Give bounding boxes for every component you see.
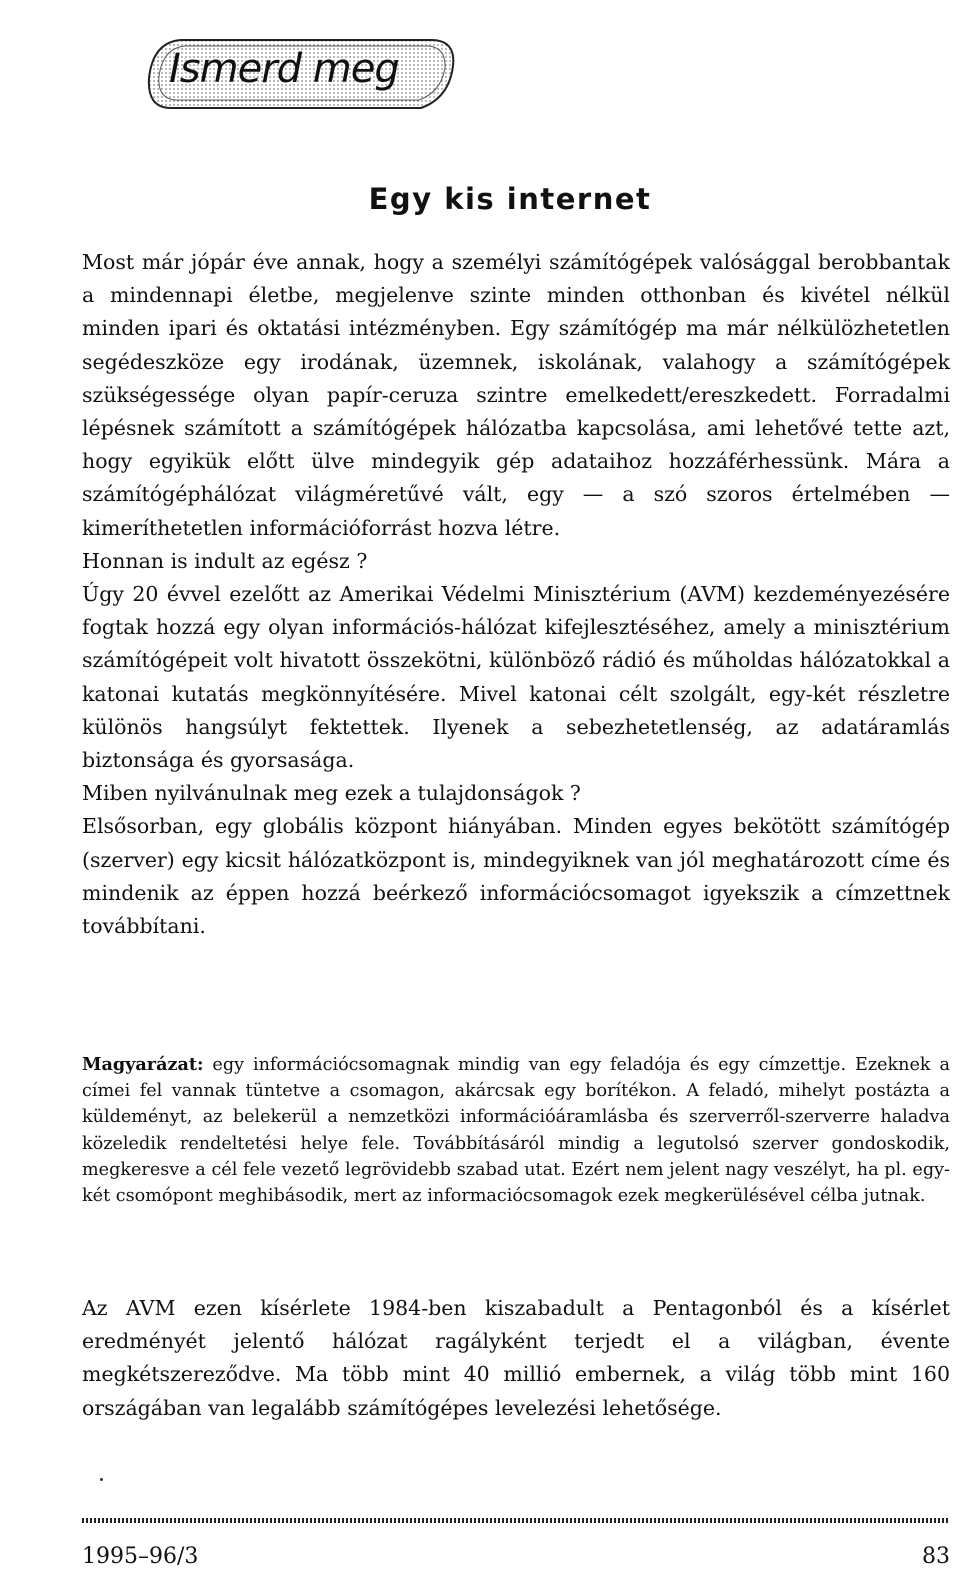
article-title: Egy kis internet	[368, 182, 652, 216]
paragraph: Most már jópár éve annak, hogy a személyi számítógépek valósággal berobbantak a mindennapi életbe, megjelenve szinte minden otthonban és kivétel nélkül minden ipari és oktatási intézményben. Egy számítógép ma már nélkülözhetetlen segédeszköze egy irodának, üzemnek, iskolának, valahogy a számítógépek szükségessége olyan papír-ceruza szintre emelkedett/ereszkedett. Forradalmi lépésnek számított a számítógépek hálózatba kapcsolása, ami lehetővé tette azt, hogy egyikük előtt ülve mindegyik gép adataihoz hozzáférhessünk. Mára a számítógéphálózat világméretűvé vált, egy — a szó szoros értelmében — kimeríthetetlen információforrást hozva létre.	[82, 250, 950, 540]
closing-paragraph-block	[82, 1292, 950, 1425]
question: Miben nyilvánulnak meg ezek a tulajdonságok ?	[82, 781, 581, 806]
closing-paragraph: Az AVM ezen kísérlete 1984-ben kiszabadult a Pentagonból és a kísérlet eredményét jelentő hálózat ragályként terjedt el a világban, évente megkétszereződve. Ma több mint 40 millió embernek, a világ több mint 160 országában van legalább számítógépes levelezési lehetősége.	[82, 1296, 950, 1420]
issue-number: 1995–96/3	[82, 1544, 199, 1569]
page-number: 83	[922, 1544, 950, 1569]
section-badge	[141, 32, 461, 118]
note-paragraph	[82, 1052, 950, 1209]
note-text: egy információcsomagnak mindig van egy feladója és egy címzettje. Ezeknek a címei fel vannak tüntetve a csomagon, akárcsak egy borítékon. A feladó, mihelyt postázta a küldeményt, az belekerül a nemzetközi információáramlásba és szerverről-szerverre haladva közeledik rendeltetési helye fele. Továbbításáról mindig a legutolsó szerver gondoskodik, megkeresve a cél fele vezető legrövidebb szabad utat. Ezért nem jelent nagy veszélyt, ha pl. egy-két csomópont meghibásodik, mert az informaciócsomagok ezek megkerülésével célba jutnak.	[82, 1055, 950, 1207]
article-body	[82, 246, 950, 943]
paragraph: Elsősorban, egy globális központ hiányában. Minden egyes bekötött számítógép (szerver) egy kicsit hálózatközpont is, mindegyiknek van jól meghatározott címe és mindenik az éppen hozzá beérkező információcsomagot igyekszik a címzettnek továbbítani.	[82, 814, 950, 939]
question: Honnan is indult az egész ?	[82, 548, 368, 573]
footer-rule	[82, 1518, 950, 1523]
explanation-note	[82, 1052, 950, 1209]
stray-dot	[100, 1478, 103, 1481]
paragraph: Úgy 20 évvel ezelőtt az Amerikai Védelmi Minisztérium (AVM) kezdeményezésére fogtak hozzá egy olyan információs-hálózat kifejlesztéséhez, amely a minisztérium számítógépeit volt hivatott összekötni, különböző rádió és műholdas hálózatokkal a katonai kutatás megkönnyítésére. Mivel katonai célt szolgált, egy-két részletre különös hangsúlyt fektettek. Ilyenek a sebezhetetlenség, az adatáramlás biztonsága és gyorsasága.	[82, 582, 950, 773]
section-label: Ismerd meg	[169, 46, 399, 92]
note-lead: Magyarázat:	[82, 1054, 204, 1075]
